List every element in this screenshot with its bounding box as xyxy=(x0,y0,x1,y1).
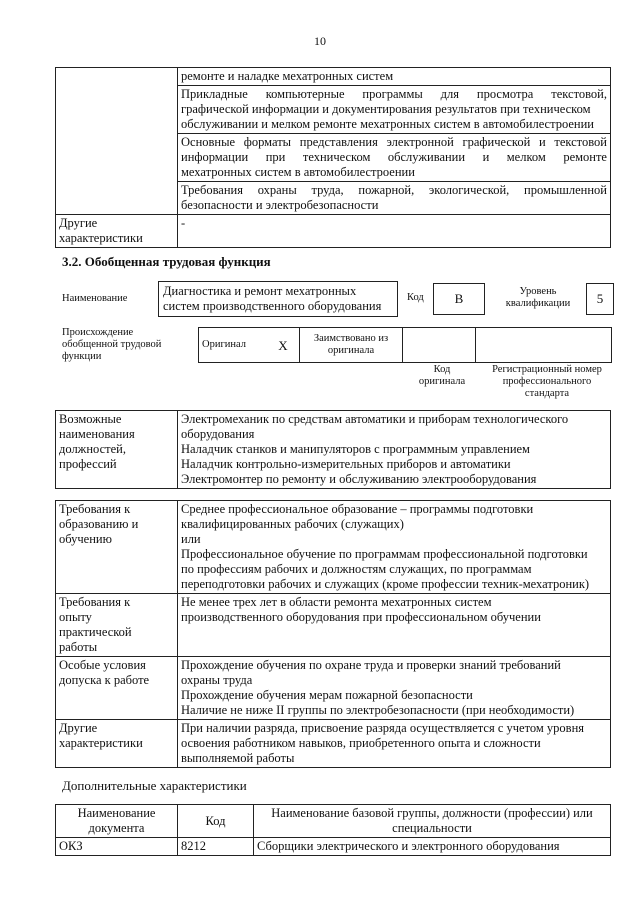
table-row xyxy=(56,68,611,86)
admission-label: Особые условия допуска к работе xyxy=(56,657,178,720)
level-label: Уровень квалификации xyxy=(505,286,571,309)
table-row xyxy=(199,328,612,363)
origin-label: Происхождение обобщенной трудовой функции xyxy=(62,327,162,362)
knowledge-cell: Прикладные компьютерные программы для просмотра текстовой, графической информации и документирования результатов при техническом обслуживании и мелком ремонте мехатронных систем в автомобилестроении xyxy=(178,86,611,134)
requirements-table xyxy=(55,500,611,768)
code-caption: Код оригинала xyxy=(418,364,466,387)
code-value: B xyxy=(433,283,485,315)
additional-title: Дополнительные характеристики xyxy=(62,778,247,793)
name-box: Диагностика и ремонт мехатронных систем производственного оборудования xyxy=(158,281,398,317)
experience-label: Требования к опыту практической работы xyxy=(56,594,178,657)
table-row xyxy=(56,838,611,856)
reg-caption: Регистрационный номер профессионального стандарта xyxy=(492,364,602,399)
top-knowledge-table xyxy=(55,67,611,248)
knowledge-cell: Требования охраны труда, пожарной, экологической, промышленной безопасности и электробезопасности xyxy=(178,182,611,215)
positions-label: Возможные наименования должностей, профессий xyxy=(56,411,178,489)
knowledge-cell: Основные форматы представления электронной графической и текстовой информации при техническом обслуживании и мелком ремонте мехатронных систем в автомобилестроении xyxy=(178,134,611,182)
table-row xyxy=(56,657,611,720)
other-characteristics-label: Другие характеристики xyxy=(56,720,178,768)
positions-values: Электромеханик по средствам автоматики и приборам технологического оборудования Наладчик станков и манипуляторов с программным управлением Наладчик контрольно-измерительных приборов и автоматики Электромонтер по ремонту и обслуживанию электрооборудования xyxy=(178,411,611,489)
other-value: - xyxy=(178,215,611,248)
table-row xyxy=(56,720,611,768)
table-row xyxy=(56,594,611,657)
original-mark: X xyxy=(267,328,300,363)
origin-table xyxy=(198,327,612,363)
section-title: 3.2. Обобщенная трудовая функция xyxy=(62,254,271,269)
other-label: Другие характеристики xyxy=(56,215,178,248)
table-header-row xyxy=(56,805,611,838)
cell-group: Сборщики электрического и электронного оборудования xyxy=(254,838,611,856)
header-document: Наименование документа xyxy=(56,805,178,838)
original-label: Оригинал xyxy=(199,328,268,363)
table-row xyxy=(56,411,611,489)
reg-number-cell xyxy=(476,328,612,363)
borrowed-label: Заимствовано из оригинала xyxy=(300,328,403,363)
name-label: Наименование xyxy=(62,293,128,304)
knowledge-cell: ремонте и наладке мехатронных систем xyxy=(178,68,611,86)
header-code: Код xyxy=(178,805,254,838)
additional-table xyxy=(55,804,611,856)
education-label: Требования к образованию и обучению xyxy=(56,501,178,594)
page-number: 10 xyxy=(314,34,326,48)
code-label: Код xyxy=(407,292,424,303)
header-group: Наименование базовой группы, должности (профессии) или специальности xyxy=(254,805,611,838)
table-row xyxy=(56,215,611,248)
level-value: 5 xyxy=(586,283,614,315)
origin-code-cell xyxy=(403,328,476,363)
education-values: Среднее профессиональное образование – программы подготовки квалифицированных рабочих (служащих) или Профессиональное обучение по программам профессиональной подготовки по профессиям рабочих и должностям служащих, по программам переподготовки рабочих и служащих (кроме профессии техник-мехатроник) xyxy=(178,501,611,594)
positions-table xyxy=(55,410,611,489)
experience-values: Не менее трех лет в области ремонта мехатронных систем производственного оборудования при профессиональном обучении xyxy=(178,594,611,657)
table-row xyxy=(56,501,611,594)
admission-values: Прохождение обучения по охране труда и проверки знаний требований охраны труда Прохождение обучения мерам пожарной безопасности Наличие не ниже II группы по электробезопасности (при необходимости) xyxy=(178,657,611,720)
cell-document: ОКЗ xyxy=(56,838,178,856)
other-characteristics-values: При наличии разряда, присвоение разряда осуществляется с учетом уровня освоения работником навыков, приобретенного опыта и сложности выполняемой работы xyxy=(178,720,611,768)
cell-code: 8212 xyxy=(178,838,254,856)
